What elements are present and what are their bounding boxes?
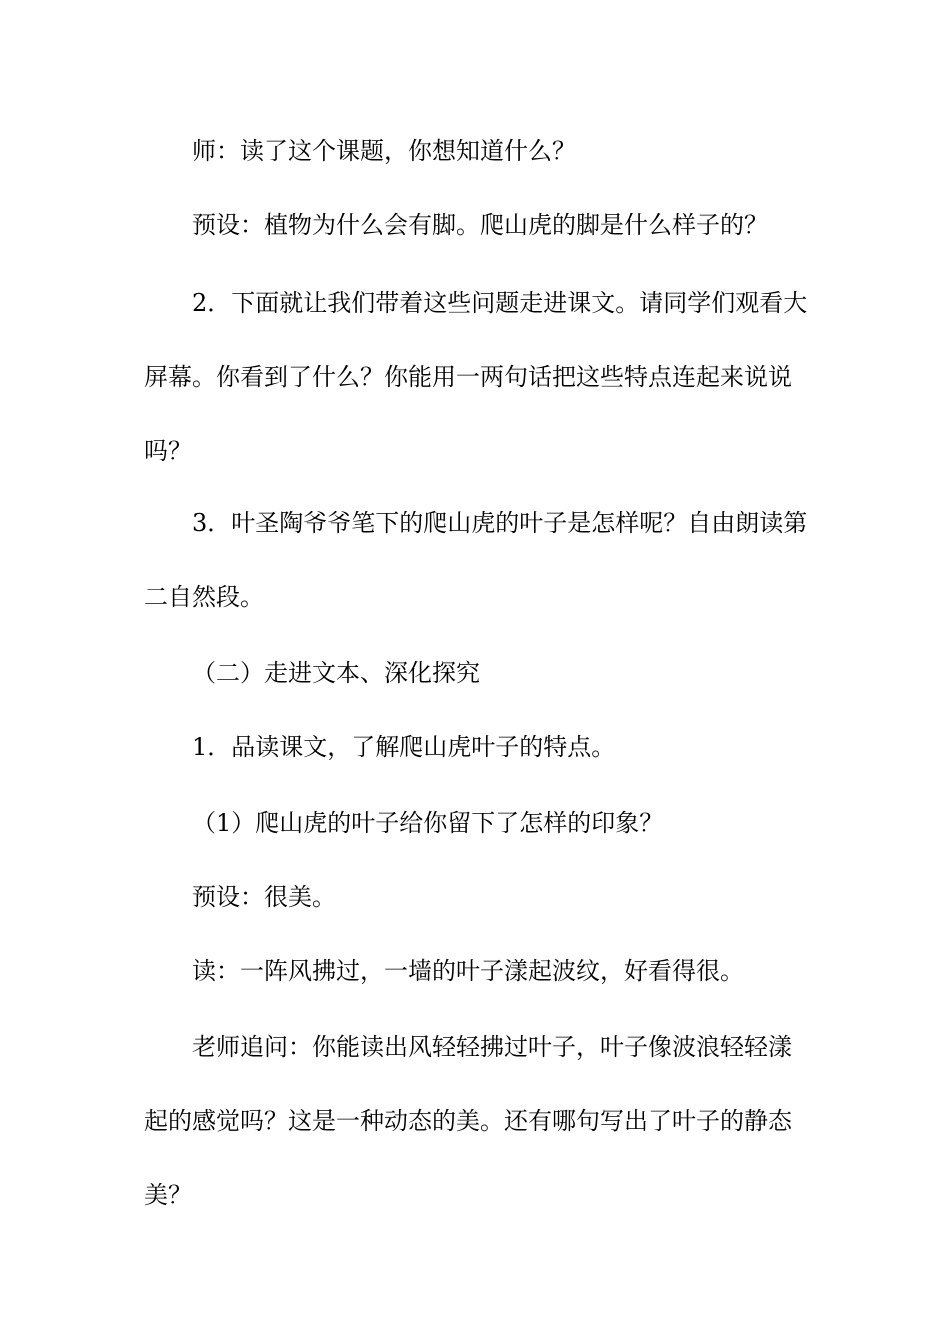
section-heading-2: （二）走进文本、深化探究	[192, 659, 480, 687]
paragraph-step-3: 3．叶圣陶爷爷笔下的爬山虎的叶子是怎样呢？自由朗读第二自然段。	[144, 509, 808, 611]
paragraph-preset-question: 预设：植物为什么会有脚。爬山虎的脚是什么样子的？	[192, 211, 768, 239]
paragraph-subsection-1: 1．品读课文，了解爬山虎叶子的特点。	[192, 733, 616, 761]
paragraph-preset-answer: 预设：很美。	[192, 883, 336, 911]
paragraph-step-2: 2．下面就让我们带着这些问题走进课文。请同学们观看大屏幕。你看到了什么？你能用一两句话把这些特点连起来说说吗？	[144, 289, 808, 465]
paragraph-question-1: （1）爬山虎的叶子给你留下了怎样的印象？	[192, 809, 664, 837]
paragraph-reading: 读：一阵风拂过，一墙的叶子漾起波纹，好看得很。	[192, 957, 744, 985]
paragraph-teacher-question: 师：读了这个课题，你想知道什么？	[192, 137, 576, 165]
paragraph-teacher-followup: 老师追问：你能读出风轻轻拂过叶子，叶子像波浪轻轻漾起的感觉吗？这是一种动态的美。还有哪句写出了叶子的静态美？	[144, 1033, 792, 1209]
